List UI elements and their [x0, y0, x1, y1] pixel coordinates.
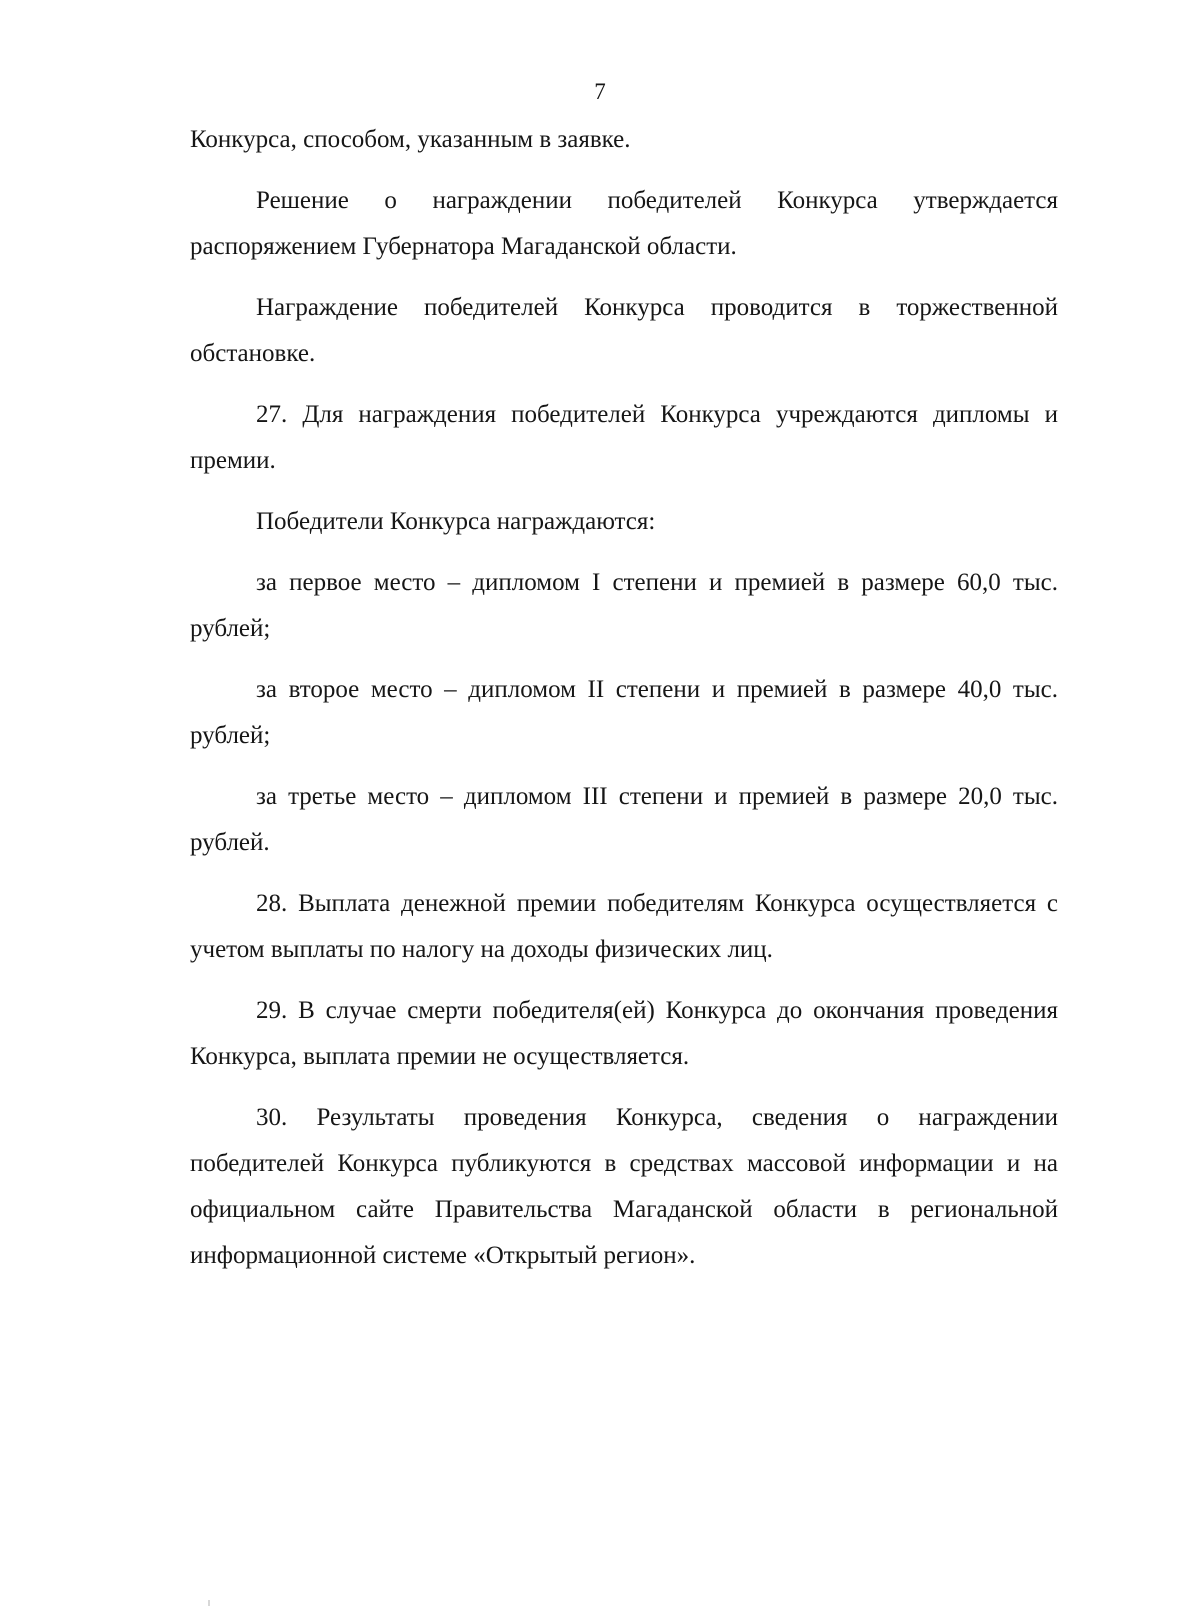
- paragraph-third-place: за третье место – дипломом III степени и премией в размере 20,0 тыс. рублей.: [190, 783, 1058, 856]
- scan-speck: [208, 1600, 210, 1606]
- paragraph-winners-awarded: Победители Конкурса награждаются:: [256, 508, 656, 535]
- paragraph-decision: Решение о награждении победителей Конкурса утверждается распоряжением Губернатора Магаданской области.: [190, 187, 1058, 260]
- page-number: 7: [594, 79, 606, 104]
- paragraph-continuation: Конкурса, способом, указанным в заявке.: [190, 126, 631, 153]
- paragraph-ceremony: Награждение победителей Конкурса проводится в торжественной обстановке.: [190, 294, 1058, 367]
- paragraph-item-30: 30. Результаты проведения Конкурса, сведения о награждении победителей Конкурса публикуются в средствах массовой информации и на официальном сайте Правительства Магаданской области в региональной информационной системе «Открытый регион».: [190, 1104, 1058, 1269]
- paragraph-first-place: за первое место – дипломом I степени и премией в размере 60,0 тыс. рублей;: [190, 569, 1058, 642]
- document-body: [190, 117, 1058, 1294]
- paragraph-second-place: за второе место – дипломом II степени и премией в размере 40,0 тыс. рублей;: [190, 676, 1058, 749]
- paragraph-item-29: 29. В случае смерти победителя(ей) Конкурса до окончания проведения Конкурса, выплата премии не осуществляется.: [190, 997, 1058, 1070]
- paragraph-item-27: 27. Для награждения победителей Конкурса учреждаются дипломы и премии.: [190, 401, 1058, 474]
- paragraph-item-28: 28. Выплата денежной премии победителям Конкурса осуществляется с учетом выплаты по налогу на доходы физических лиц.: [190, 890, 1058, 963]
